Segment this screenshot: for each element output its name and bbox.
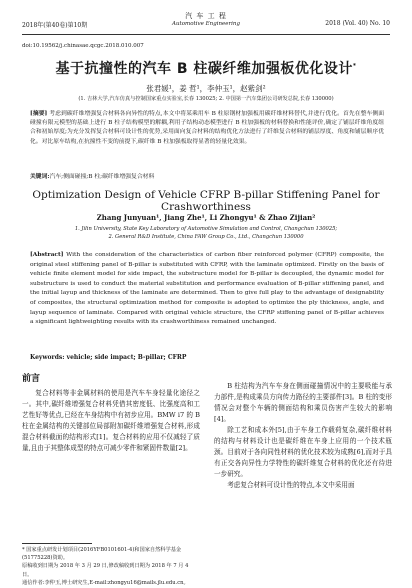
- keywords-cn-text: 汽车;侧面碰撞;B 柱;碳纤维增强复合材料: [49, 174, 155, 180]
- left-column: [22, 388, 200, 454]
- footnote-divider: [22, 543, 92, 544]
- header-issue-cn: 2018年(第40卷)第10期: [22, 22, 88, 29]
- title-footnote-mark: *: [352, 62, 357, 70]
- footnote-funding: * 国家重点研发计划项目(2016YFB0101601-4)和国家自然科学基金(51775228)资助。: [22, 547, 182, 562]
- affiliation-en: [0, 225, 412, 241]
- right-column: [214, 381, 392, 491]
- doi: doi:10.19562/j.chinasae.qcgc.2018.010.007: [22, 43, 144, 49]
- left-paragraph-1: 复合材料等非金属材料的使用是汽车车身轻量化途径之一。其中,碳纤维增强复合材料凭借其密度低、比强度高和工艺性好等优点,已经在车身结构中有初步应用。BMW i7 的 B 柱在金属结构的关键部位局部附加碳纤维增强复合材料,形成混合材料截面的结构形式[1]。复合材料的应用不仅减轻了质量,且由于其整体成型的特点可减少零件和紧固件数量[2]。: [22, 389, 200, 452]
- right-paragraph-1: B 柱结构为汽车车身在侧面碰撞情况中的主要吸能与承力部件,是构成乘员方向传力路径的主要部件[3]。B 柱的变形情况会对整个车辆的侧面结构和乘员伤害产生较大的影响[4]。: [214, 382, 392, 423]
- keywords-en: Keywords: vehicle; side impact; B-pillar; CFRP: [30, 354, 187, 361]
- affiliation-cn: (1. 吉林大学,汽车仿真与控制国家重点实验室,长春 130025; 2. 中国第一汽车集团公司研发总院,长春 130000): [78, 96, 334, 102]
- abstract-en-label: [Abstract]: [30, 251, 64, 258]
- footnote-dates: 原稿收到日期为 2018 年 3 月 29 日,修改稿收到日期为 2018 年 7 月 4 日。: [22, 563, 189, 578]
- footnote-corresponding: 通信作者:李仲玉,博士研究生,E-mail:zhongyu16@mails.jlu.edu.cn。: [22, 579, 189, 586]
- right-paragraph-3: 考虑复合材料可设计性的特点,本文中采用面: [227, 481, 355, 489]
- abstract-cn: [30, 110, 384, 147]
- footnote: [22, 546, 200, 587]
- right-paragraph-2: 除工艺和成本外[5],由于车身工作载荷复杂,碳纤维材料的结构与材料设计也是碳纤维在车身上应用的一个技术瓶颈。目前对于各向同性材料的优化技术较为成熟[6],而对于具有正交各向异性力学特性的碳纤维复合材料的优化还有待进一步研究。: [214, 426, 392, 478]
- authors-cn: 张君媛¹，姜 哲¹，李仲玉¹，赵紫剑²: [146, 84, 266, 93]
- affiliation-en-1: 1. Jilin University, State Key Laboratory of Automotive Simulation and Control, Changchun 130025;: [74, 226, 338, 232]
- title-cn-text: 基于抗撞性的汽车 B 柱碳纤维加强板优化设计: [55, 61, 353, 77]
- header-issue-en: 2018 (Vol. 40) No. 10: [325, 20, 390, 27]
- keywords-cn-label: 关键词:: [30, 174, 50, 180]
- title-cn: [0, 58, 412, 78]
- header-journal-cn: 汽 车 工 程: [185, 12, 227, 20]
- title-en: Optimization Design of Vehicle CFRP B-pillar Stiffening Panel for Crashworthiness: [32, 189, 380, 213]
- affiliation-en-2: 2. General R&D Institute, China FAW Group Co., Ltd., Changchun 130000: [108, 234, 304, 240]
- abstract-en: [30, 250, 384, 328]
- header-journal-en: Automotive Engineering: [172, 21, 240, 27]
- authors-en: Zhang Junyuan¹, Jiang Zhe¹, Li Zhongyu¹ & Zhao Zijian²: [96, 213, 316, 222]
- abstract-cn-text: 考虑到碳纤维增强复合材料各向异性的特点,本文中将某乘用车 B 柱原钢材加强板用碳纤维材料替代,并进行优化。首先在整车侧面碰撞有限元模型的基础上进行 B 柱子结构模型的解耦,利用子结构动态模型进行 B 柱加强板的材料替换和性能评价,确定了铺层纤维角度组合和初始厚度;为充分发挥复合材料可设计性的优势,采用面向复合材料的结构优化方法进行了纤维复合材料的铺层厚度、角度和铺层顺序优化。对比原车结构,在抗撞性不变的前提下,碳纤维 B 柱加强板取得显著的轻量化效果。: [30, 111, 384, 145]
- keywords-cn: [30, 171, 384, 180]
- abstract-cn-label: [摘要]: [30, 111, 48, 117]
- running-header: [22, 8, 390, 35]
- section-heading-intro: 前言: [22, 374, 41, 384]
- abstract-en-text: With the consideration of the characteristics of carbon fiber reinforced polymer (CFRP) composite, the original steel stiffening panel of B-pillar is substituted with CFRP, with the laminate optimized. Firstly on the basis of vehicle finite element model for side impact, the substructure model for B-pillar is decoupled, the dynamic model for substructure is used to conduct the material substitution and performance evaluation of B-pillar stiffening panel, and the initial layup and thickness of the laminate are determined. Then to give full play to the advantage of designability of composites, the structural optimization method for composite is adopted to optimize the ply thickness, angle, and layup sequence of laminate. Compared with original vehicle structure, the CFRP stiffening panel of B-pillar achieves a significant lightweighting results with its crashworthiness remained unchanged.: [30, 252, 385, 326]
